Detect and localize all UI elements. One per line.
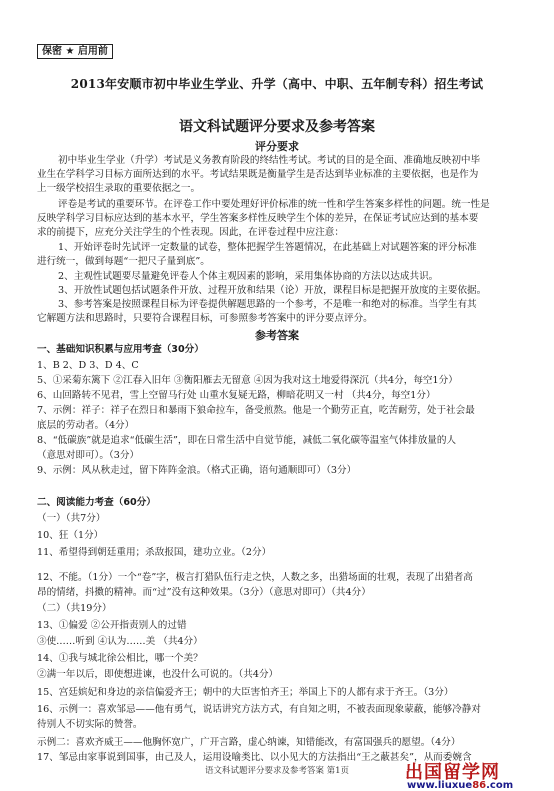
exam-title: 2013年安顺市初中毕业生学业、升学（高中、中职、五年制专科）招生考试: [70, 77, 484, 91]
answer-line: 7、示例：祥子：祥子在烈日和暴雨下狼命拉车，备受煎熬。他是一个勤劳正直，吃苦耐劳，处于社会最: [37, 405, 475, 416]
scoring-line: 进行统一，做到每题“一把尺子量到底”。: [37, 256, 210, 267]
secret-label: 保密 ★ 启用前: [37, 44, 113, 59]
answer-line: 8、“低碳族”就是追求“低碳生活”，即在日常生活中自觉节能，减低二氧化碳等温室气体排放量的人: [37, 435, 457, 446]
answer-line: 15、宫廷嫔妃和身边的亲信偏爱齐王；朝中的大臣害怕齐王；举国上下的人都有求于齐王。（3分）: [37, 687, 454, 698]
answer-line: ②满一年以后，即使想进谏，也没什么可说的。（共4分）: [37, 669, 279, 680]
answer-line: （意思对即可）。（3分）: [37, 450, 140, 461]
answer-line: 6、山回路转不见君，雪上空留马行处 山重水复疑无路，柳暗花明又一村 （共4分，每空1分）: [37, 390, 436, 401]
scoring-line: 3、参考答案是按照课程目标为评卷提供解题思路的一个参考，不是唯一和绝对的标准。当学生有其: [58, 299, 477, 310]
answer-line: 17、邹忌由家事说到国事，由己及人，运用设喻类比、以小见大的方法指出“王之蔽甚矣”，从而委婉含: [37, 752, 472, 763]
answer-line: ③使……听到 ④认为……美 （共4分）: [37, 636, 203, 647]
answer-line: 示例二：喜欢齐威王——他胸怀宽广，广开言路，虚心纳谏，知错能改，有富国强兵的愿望。（4分）: [37, 737, 461, 748]
part1-title: 一、基础知识积累与应用考查（30分）: [37, 344, 204, 355]
scoring-line: 上一级学校招生录取的重要依据之一。: [37, 183, 201, 194]
scoring-line: 业生在学科学习目标方面所达到的水平。考试结果既是衡量学生是否达到毕业标准的主要依据，也是作为: [37, 169, 479, 180]
watermark-name: 出国留学网: [405, 762, 500, 783]
scoring-line: 3、开放性试题包括试题条件开放、过程开放和结果（论）开放，课程目标是把握开放度的主要依据。: [58, 285, 487, 296]
watermark-url: www.liuxue86.com: [407, 780, 514, 791]
scoring-line: 它解题方法和思路时，只要符合课程目标，可参照参考答案中的评分要点评分。: [37, 313, 373, 324]
scoring-line: 1、开始评卷时先试评一定数量的试卷，整体把握学生答题情况，在此基础上对试题答案的评分标准: [58, 242, 477, 253]
scoring-line: 求的前提下，应充分关注学生的个性表现。因此，在评卷过程中应注意：: [37, 227, 344, 238]
answer-line: 10、狂（1分）: [37, 530, 104, 541]
answer-line: 待别人不切实际的赞誉。: [37, 719, 143, 730]
answer-line: 9、示例：风从秋走过，留下阵阵金浪。（格式正确，语句通顺即可）（3分）: [37, 465, 357, 476]
answer-line: （二）（共19分）: [37, 603, 112, 614]
scoring-line: 初中毕业生学业（升学）考试是义务教育阶段的终结性考试。考试的目的是全面、准确地反映初中毕: [58, 155, 481, 166]
answer-line: 16、示例一：喜欢邹忌——他有勇气，说话讲究方法方式，有自知之明，不被表面现象蒙蔽，能够冷静对: [37, 704, 481, 715]
part2-title: 二、阅读能力考查（60分）: [37, 497, 156, 508]
answer-line: 11、希望得到朝廷重用；杀敌报国，建功立业。（2分）: [37, 547, 272, 558]
scoring-line: 2、主观性试题要尽量避免评卷人个体主观因素的影响，采用集体协商的方法以达成共识。: [58, 271, 439, 282]
scoring-line: 反映学科学习目标应达到的基本水平，学生答案多样性反映学生个体的差异，在保证考试应达到的基本要: [37, 213, 479, 224]
answer-line: 13、①偏爱 ②公开指责别人的过错: [37, 620, 187, 631]
document-title: 语文科试题评分要求及参考答案: [179, 119, 375, 135]
answer-line: 昂的情绪，抖擞的精神。而“过”没有这种效果。（3分）（意思对即可）（共4分）: [37, 587, 371, 598]
answer-line: 1、B 2、D 3、D 4、C: [37, 360, 139, 371]
answer-line: （一）（共7分）: [37, 513, 106, 524]
scoring-heading: 评分要求: [255, 140, 299, 153]
answer-line: 底层的劳动者。（4分）: [37, 420, 135, 431]
page-footer: 语文科试题评分要求及参考答案 第1页: [204, 766, 350, 776]
answers-heading: 参考答案: [255, 329, 299, 342]
answer-line: 12、不能。（1分）一个“卷”字，极言打猎队伍行走之快，人数之多，出猎场面的壮观，表现了出猎者高: [37, 572, 473, 583]
site-watermark: [405, 758, 547, 791]
scoring-line: 评卷是考试的重要环节。在评卷工作中要处理好评价标准的统一性和学生答案多样性的问题。统一性是: [58, 199, 490, 210]
answer-line: 5、①采菊东篱下 ②江春入旧年 ③衡阳雁去无留意 ④因为我对这土地爱得深沉（共4分，每空1分）: [37, 375, 458, 386]
answer-line: 14、①我与城北徐公相比，哪一个美？: [37, 653, 203, 664]
